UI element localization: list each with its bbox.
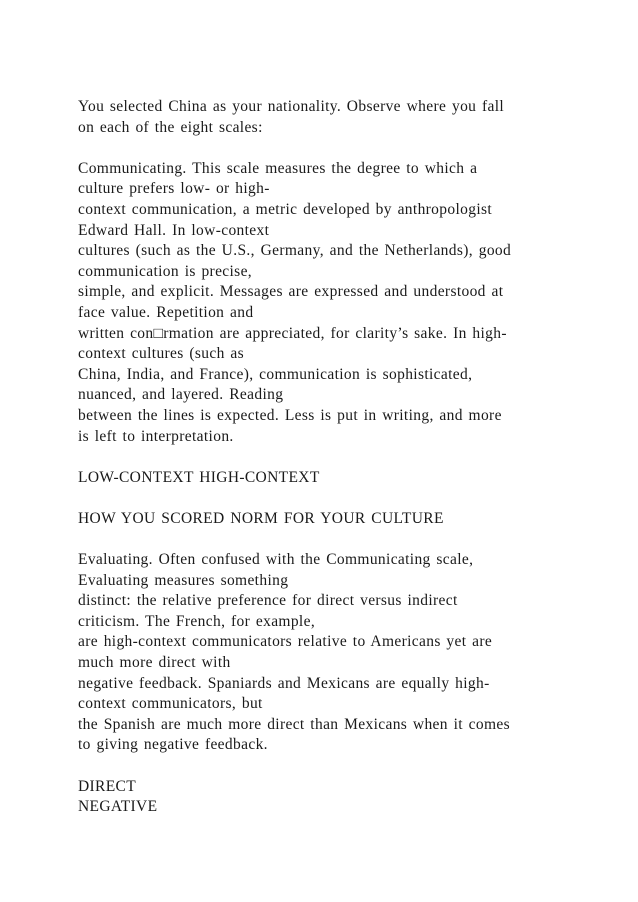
score-legend: HOW YOU SCORED NORM FOR YOUR CULTURE (78, 509, 444, 527)
evaluating-line-6: much more direct with (78, 654, 231, 672)
intro-line-2: on each of the eight scales: (78, 118, 263, 136)
evaluating-line-10: to giving negative feedback. (78, 736, 268, 754)
evaluating-line-7: negative feedback. Spaniards and Mexicans are equally high- (78, 674, 490, 692)
communicating-line-7: simple, and explicit. Messages are expressed and understood at (78, 283, 504, 301)
evaluating-line-2: Evaluating measures something (78, 571, 289, 589)
communicating-line-11: China, India, and France), communication is sophisticated, (78, 365, 473, 383)
communicating-line-3: context communication, a metric developed by anthropologist (78, 200, 493, 218)
communicating-line-10: context cultures (such as (78, 345, 245, 363)
scale-label-direct: DIRECT (78, 777, 137, 795)
evaluating-line-1: Evaluating. Often confused with the Communicating scale, (78, 551, 474, 569)
evaluating-line-3: distinct: the relative preference for direct versus indirect (78, 592, 458, 610)
communicating-line-6: communication is precise, (78, 262, 253, 280)
communicating-line-13: between the lines is expected. Less is put in writing, and more (78, 406, 502, 424)
communicating-line-12: nuanced, and layered. Reading (78, 386, 284, 404)
evaluating-line-5: are high-context communicators relative to Americans yet are (78, 633, 493, 651)
communicating-line-2: culture prefers low- or high- (78, 180, 270, 198)
intro-line-1: You selected China as your nationality. Observe where you fall (78, 98, 505, 115)
evaluating-line-9: the Spanish are much more direct than Mexicans when it comes (78, 715, 510, 733)
scale-label-negative: NEGATIVE (78, 798, 158, 816)
communicating-line-9: written con□rmation are appreciated, for clarity’s sake. In high- (78, 324, 507, 342)
communicating-line-8: face value. Repetition and (78, 303, 254, 321)
scale-labels-communicating: LOW-CONTEXT HIGH-CONTEXT (78, 468, 320, 486)
paragraph-spacer (78, 447, 578, 468)
evaluating-line-4: criticism. The French, for example, (78, 612, 316, 630)
paragraph-spacer (78, 488, 578, 509)
communicating-line-5: cultures (such as the U.S., Germany, and the Netherlands), good (78, 242, 512, 260)
paragraph-spacer (78, 138, 578, 159)
communicating-line-1: Communicating. This scale measures the degree to which a (78, 159, 478, 177)
document-body (78, 97, 578, 818)
evaluating-line-8: context communicators, but (78, 695, 263, 713)
paragraph-spacer (78, 529, 578, 550)
communicating-line-14: is left to interpretation. (78, 427, 234, 445)
communicating-line-4: Edward Hall. In low-context (78, 221, 270, 239)
paragraph-spacer (78, 756, 578, 777)
